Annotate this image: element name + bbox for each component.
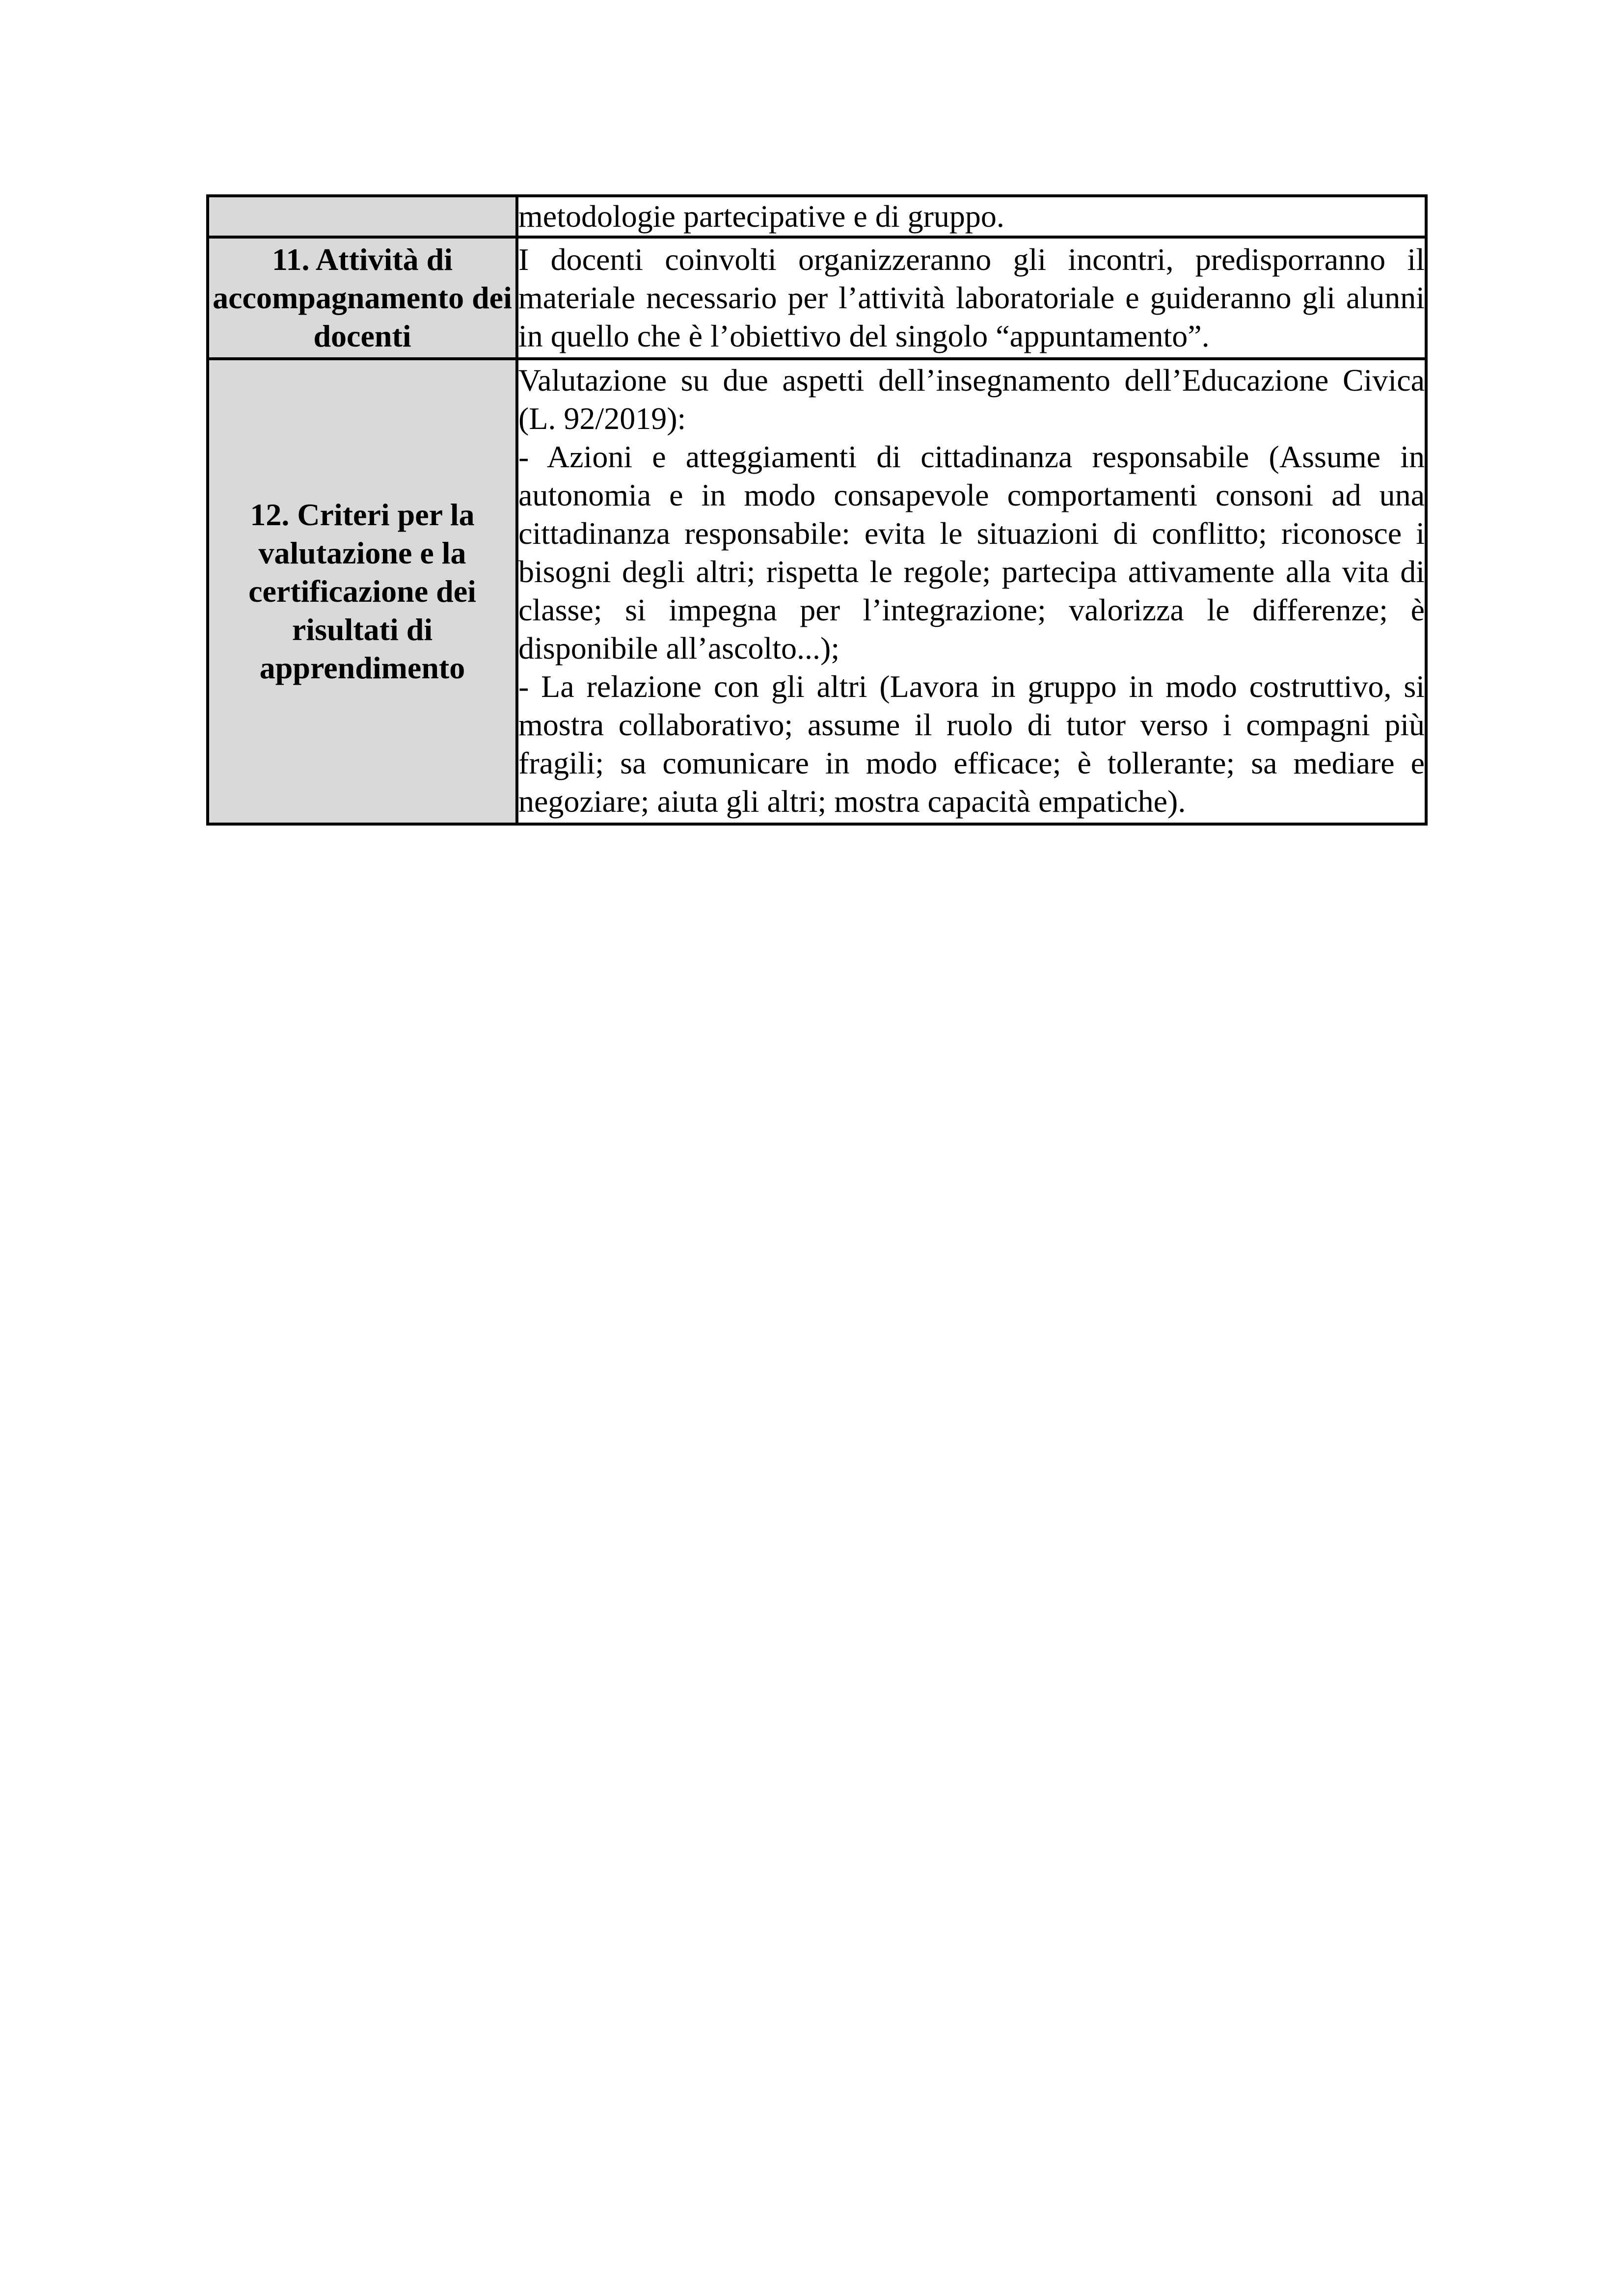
row-content — [517, 359, 1426, 824]
row-content — [517, 237, 1426, 359]
content-paragraph: Valutazione su due aspetti dell’insegnamento dell’Educazione Civica (L. 92/2019): — [518, 363, 1425, 436]
row-content — [517, 196, 1426, 237]
row-label: 12. Criteri per la valutazione e la certificazione dei risultati di apprendimento — [208, 359, 517, 824]
content-paragraph: metodologie partecipative e di gruppo. — [518, 199, 1004, 234]
project-table — [206, 194, 1428, 826]
content-paragraph: - La relazione con gli altri (Lavora in gruppo in modo costruttivo, si mostra collaborativo; assume il ruolo di tutor verso i compagni più fragili; sa comunicare in modo efficace; è tollerante; sa mediare e negoziare; aiuta gli altri; mostra capacità empatiche). — [518, 669, 1425, 819]
table-row — [208, 359, 1426, 824]
table-row — [208, 196, 1426, 237]
content-paragraph: - Azioni e atteggiamenti di cittadinanza responsabile (Assume in autonomia e in modo consapevole comportamenti consoni ad una cittadinanza responsabile: evita le situazioni di conflitto; riconosce i bisogni degli altri; rispetta le regole; partecipa attivamente alla vita di classe; si impegna per l’integrazione; valorizza le differenze; è disponibile all’ascolto...); — [518, 439, 1425, 666]
row-label: 11. Attività di accompagnamento dei docenti — [208, 237, 517, 359]
table-row — [208, 237, 1426, 359]
content-paragraph: I docenti coinvolti organizzeranno gli incontri, predisporranno il materiale necessario per l’attività laboratoriale e guideranno gli alunni in quello che è l’obiettivo del singolo “appuntamento”. — [518, 242, 1425, 353]
row-label — [208, 196, 517, 237]
